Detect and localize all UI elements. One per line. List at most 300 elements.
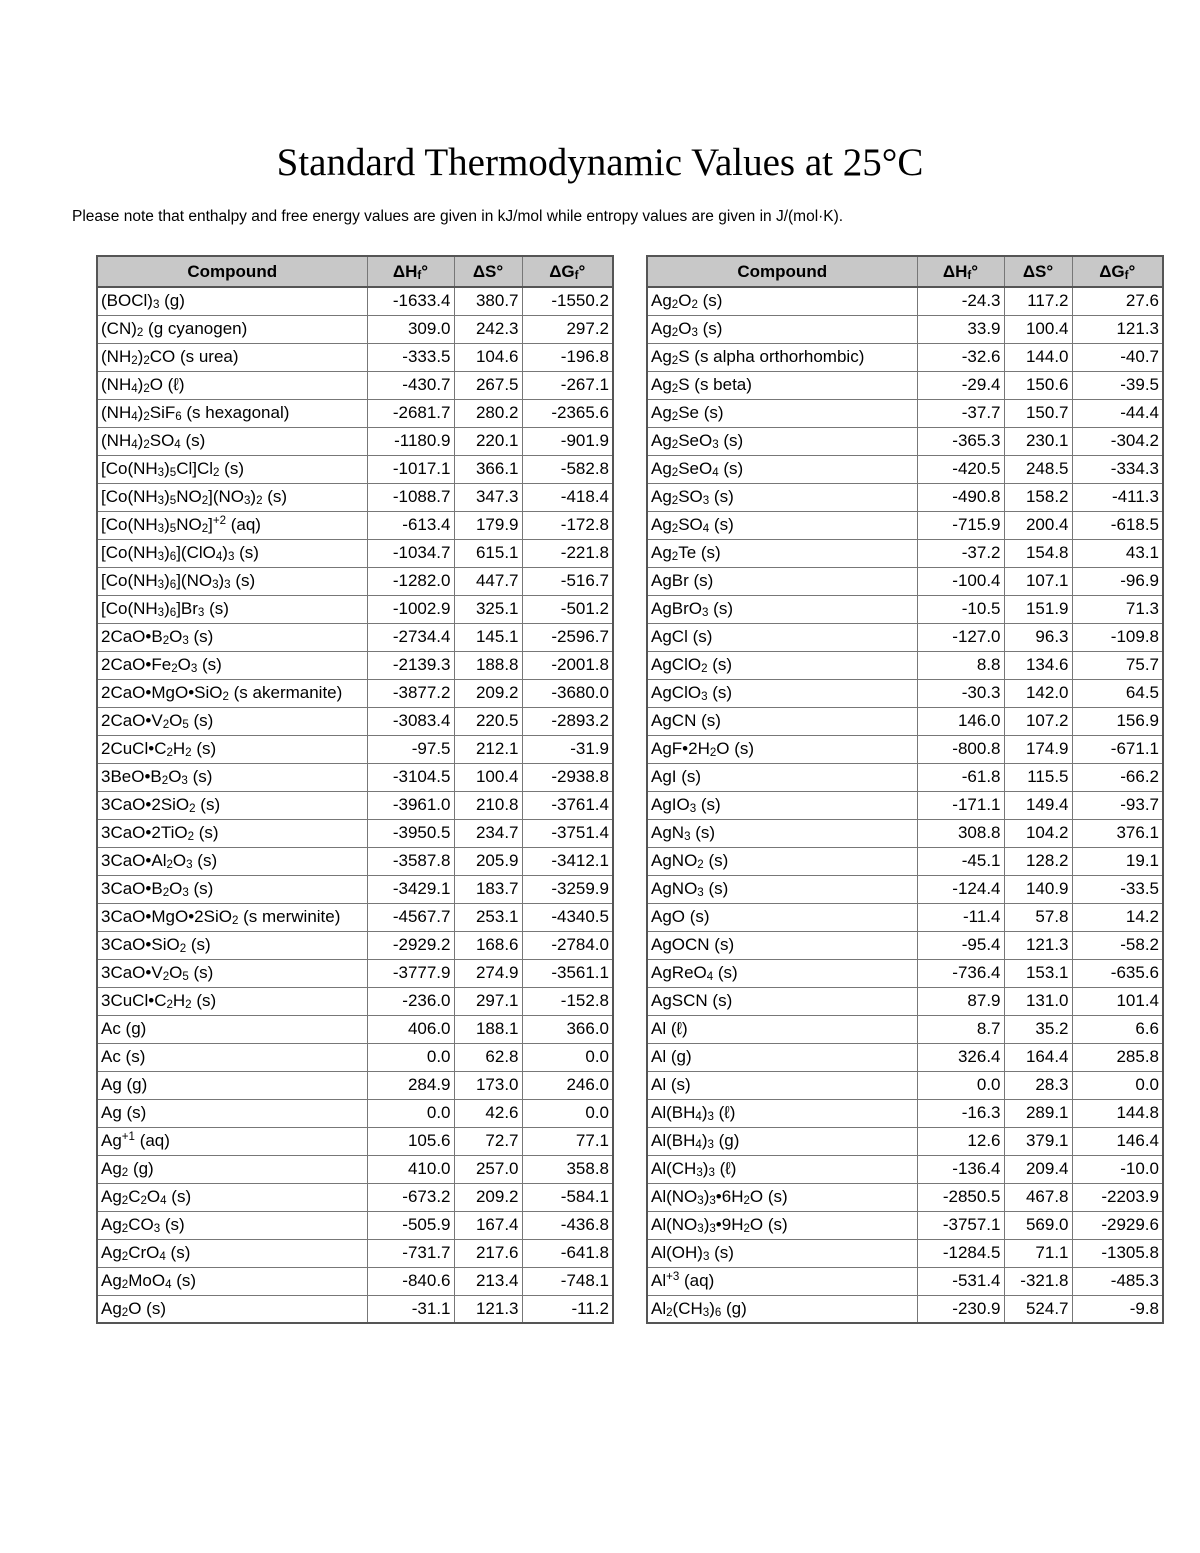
compound-cell: $Ag_2SO_4$ (s) (647, 511, 917, 539)
compound-cell: $Ag_2CrO_4$ (s) (97, 1239, 367, 1267)
entropy-cell: 212.1 (454, 735, 522, 763)
enthalpy-cell: -11.4 (917, 903, 1004, 931)
entropy-cell: 164.4 (1004, 1043, 1072, 1071)
compound-cell: $(NH_4)_2SiF_6$ (s hexagonal) (97, 399, 367, 427)
compound-cell: 3CaO•2SiO$_2$ (s) (97, 791, 367, 819)
enthalpy-cell: -800.8 (917, 735, 1004, 763)
free-energy-cell: 0.0 (522, 1099, 613, 1127)
table-row (647, 1015, 1163, 1043)
table-row (97, 371, 613, 399)
compound-cell: Ag (g) (97, 1071, 367, 1099)
header-compound: Compound (647, 256, 917, 287)
free-energy-cell: -436.8 (522, 1211, 613, 1239)
entropy-cell: 230.1 (1004, 427, 1072, 455)
enthalpy-cell: -365.3 (917, 427, 1004, 455)
enthalpy-cell: -531.4 (917, 1267, 1004, 1295)
enthalpy-cell: -16.3 (917, 1099, 1004, 1127)
free-energy-cell: 376.1 (1072, 819, 1163, 847)
entropy-cell: 104.6 (454, 343, 522, 371)
entropy-cell: 107.2 (1004, 707, 1072, 735)
compound-cell: AgI (s) (647, 763, 917, 791)
free-energy-cell: -93.7 (1072, 791, 1163, 819)
enthalpy-cell: -37.2 (917, 539, 1004, 567)
table-row (97, 847, 613, 875)
enthalpy-cell: -1633.4 (367, 287, 454, 315)
table-row (647, 1127, 1163, 1155)
compound-cell: AgSCN (s) (647, 987, 917, 1015)
compound-cell: Al (s) (647, 1071, 917, 1099)
free-energy-cell: 144.8 (1072, 1099, 1163, 1127)
table-row (97, 1015, 613, 1043)
compound-cell: AgReO$_4$ (s) (647, 959, 917, 987)
entropy-cell: 253.1 (454, 903, 522, 931)
entropy-cell: 104.2 (1004, 819, 1072, 847)
enthalpy-cell: -2734.4 (367, 623, 454, 651)
compound-cell: $[Co(NH_3)_5NO_2](NO_3)_2$ (s) (97, 483, 367, 511)
free-energy-cell: -31.9 (522, 735, 613, 763)
free-energy-cell: -3412.1 (522, 847, 613, 875)
enthalpy-cell: -127.0 (917, 623, 1004, 651)
entropy-cell: 188.1 (454, 1015, 522, 1043)
table-row (647, 399, 1163, 427)
enthalpy-cell: 33.9 (917, 315, 1004, 343)
free-energy-cell: -418.4 (522, 483, 613, 511)
table-row (647, 287, 1163, 315)
compound-cell: 3CaO•MgO•2SiO$_2$ (s merwinite) (97, 903, 367, 931)
free-energy-cell: -3761.4 (522, 791, 613, 819)
enthalpy-cell: 8.7 (917, 1015, 1004, 1043)
compound-cell: $[Co(NH_3)_5Cl]Cl_2$ (s) (97, 455, 367, 483)
compound-cell: $3CaO•B_2O_3$ (s) (97, 875, 367, 903)
table-row (97, 567, 613, 595)
table-row (647, 1155, 1163, 1183)
free-energy-cell: -152.8 (522, 987, 613, 1015)
entropy-cell: 248.5 (1004, 455, 1072, 483)
entropy-cell: 209.4 (1004, 1155, 1072, 1183)
table-row (97, 1295, 613, 1323)
entropy-cell: 569.0 (1004, 1211, 1072, 1239)
free-energy-cell: -334.3 (1072, 455, 1163, 483)
enthalpy-cell: -3083.4 (367, 707, 454, 735)
free-energy-cell: -411.3 (1072, 483, 1163, 511)
entropy-cell: 144.0 (1004, 343, 1072, 371)
enthalpy-cell: -505.9 (367, 1211, 454, 1239)
enthalpy-cell: -3757.1 (917, 1211, 1004, 1239)
table-row (647, 875, 1163, 903)
entropy-cell: 209.2 (454, 679, 522, 707)
compound-cell: $Ag^{+1}$ (aq) (97, 1127, 367, 1155)
free-energy-cell: 358.8 (522, 1155, 613, 1183)
free-energy-cell: -44.4 (1072, 399, 1163, 427)
entropy-cell: 100.4 (1004, 315, 1072, 343)
compound-cell: AgN$_3$ (s) (647, 819, 917, 847)
table-row (647, 483, 1163, 511)
enthalpy-cell: -3950.5 (367, 819, 454, 847)
enthalpy-cell: 12.6 (917, 1127, 1004, 1155)
entropy-cell: 179.9 (454, 511, 522, 539)
free-energy-cell: 121.3 (1072, 315, 1163, 343)
enthalpy-cell: -333.5 (367, 343, 454, 371)
entropy-cell: 267.5 (454, 371, 522, 399)
entropy-cell: 168.6 (454, 931, 522, 959)
enthalpy-cell: -2929.2 (367, 931, 454, 959)
table-row (647, 567, 1163, 595)
compound-cell: AgCN (s) (647, 707, 917, 735)
table-row (97, 1071, 613, 1099)
free-energy-cell: -635.6 (1072, 959, 1163, 987)
compound-cell: $[Co(NH_3)_6](ClO_4)_3$ (s) (97, 539, 367, 567)
entropy-cell: 188.8 (454, 651, 522, 679)
entropy-cell: 62.8 (454, 1043, 522, 1071)
table-row (647, 623, 1163, 651)
table-row (647, 987, 1163, 1015)
free-energy-cell: -96.9 (1072, 567, 1163, 595)
free-energy-cell: 0.0 (1072, 1071, 1163, 1099)
compound-cell: $Al(BH_4)_3$ (ℓ) (647, 1099, 917, 1127)
compound-cell: $Al^{+3}$ (aq) (647, 1267, 917, 1295)
entropy-cell: 210.8 (454, 791, 522, 819)
table-row (97, 511, 613, 539)
compound-cell: $Al(OH)_3$ (s) (647, 1239, 917, 1267)
free-energy-cell: -2929.6 (1072, 1211, 1163, 1239)
compound-cell: $(NH_2)_2CO$ (s urea) (97, 343, 367, 371)
table-row (647, 1239, 1163, 1267)
table-row (97, 1043, 613, 1071)
compound-cell: $Al(NO_3)_3•9H_2O$ (s) (647, 1211, 917, 1239)
free-energy-cell: -748.1 (522, 1267, 613, 1295)
table-row (647, 651, 1163, 679)
free-energy-cell: 75.7 (1072, 651, 1163, 679)
page-title: Standard Thermodynamic Values at 25°C (276, 141, 924, 184)
table-row (647, 679, 1163, 707)
enthalpy-cell: -136.4 (917, 1155, 1004, 1183)
compound-cell: $2CaO•Fe_2O_3$ (s) (97, 651, 367, 679)
entropy-cell: 220.1 (454, 427, 522, 455)
enthalpy-cell: 308.8 (917, 819, 1004, 847)
free-energy-cell: 27.6 (1072, 287, 1163, 315)
enthalpy-cell: -4567.7 (367, 903, 454, 931)
entropy-cell: 524.7 (1004, 1295, 1072, 1323)
free-energy-cell: -58.2 (1072, 931, 1163, 959)
compound-cell: AgClO$_2$ (s) (647, 651, 917, 679)
table-row (647, 315, 1163, 343)
free-energy-cell: 246.0 (522, 1071, 613, 1099)
enthalpy-cell: 410.0 (367, 1155, 454, 1183)
entropy-cell: 209.2 (454, 1183, 522, 1211)
entropy-cell: 200.4 (1004, 511, 1072, 539)
table-row (97, 679, 613, 707)
table-row (97, 343, 613, 371)
compound-cell: $Ag_2MoO_4$ (s) (97, 1267, 367, 1295)
free-energy-cell: -66.2 (1072, 763, 1163, 791)
entropy-cell: 128.2 (1004, 847, 1072, 875)
compound-cell: $Al(BH_4)_3$ (g) (647, 1127, 917, 1155)
free-energy-cell: -109.8 (1072, 623, 1163, 651)
compound-cell: $2CuCl•C_2H_2$ (s) (97, 735, 367, 763)
table-header-row (647, 256, 1163, 287)
table-row (97, 1099, 613, 1127)
free-energy-cell: 71.3 (1072, 595, 1163, 623)
free-energy-cell: -1305.8 (1072, 1239, 1163, 1267)
free-energy-cell: -3680.0 (522, 679, 613, 707)
entropy-cell: 151.9 (1004, 595, 1072, 623)
table-row (97, 1183, 613, 1211)
free-energy-cell: -584.1 (522, 1183, 613, 1211)
entropy-cell: 100.4 (454, 763, 522, 791)
enthalpy-cell: -3104.5 (367, 763, 454, 791)
free-energy-cell: -3259.9 (522, 875, 613, 903)
entropy-cell: 234.7 (454, 819, 522, 847)
entropy-cell: 71.1 (1004, 1239, 1072, 1267)
compound-cell: 2CaO•MgO•SiO$_2$ (s akermanite) (97, 679, 367, 707)
enthalpy-cell: -2850.5 (917, 1183, 1004, 1211)
enthalpy-cell: -24.3 (917, 287, 1004, 315)
compound-cell: $Ag_2SeO_3$ (s) (647, 427, 917, 455)
enthalpy-cell: 326.4 (917, 1043, 1004, 1071)
compound-cell: $3CaO•V_2O_5$ (s) (97, 959, 367, 987)
entropy-cell: 447.7 (454, 567, 522, 595)
free-energy-cell: -196.8 (522, 343, 613, 371)
free-energy-cell: -2938.8 (522, 763, 613, 791)
entropy-cell: 173.0 (454, 1071, 522, 1099)
free-energy-cell: -2365.6 (522, 399, 613, 427)
table-row (97, 1239, 613, 1267)
table-row (97, 959, 613, 987)
entropy-cell: 205.9 (454, 847, 522, 875)
compound-cell: $3CaO•Al_2O_3$ (s) (97, 847, 367, 875)
compound-cell: $Ag_2C_2O_4$ (s) (97, 1183, 367, 1211)
entropy-cell: 257.0 (454, 1155, 522, 1183)
entropy-cell: 140.9 (1004, 875, 1072, 903)
compound-cell: $AgF•2H_2O$ (s) (647, 735, 917, 763)
table-row (97, 623, 613, 651)
enthalpy-cell: -673.2 (367, 1183, 454, 1211)
thermo-table-left (96, 255, 614, 1324)
free-energy-cell: 77.1 (522, 1127, 613, 1155)
entropy-cell: 325.1 (454, 595, 522, 623)
compound-cell: $Al(NO_3)_3•6H_2O$ (s) (647, 1183, 917, 1211)
table-row (647, 1295, 1163, 1323)
entropy-cell: 117.2 (1004, 287, 1072, 315)
table-row (97, 875, 613, 903)
entropy-cell: 121.3 (1004, 931, 1072, 959)
entropy-cell: 115.5 (1004, 763, 1072, 791)
table-row (97, 315, 613, 343)
table-row (97, 651, 613, 679)
table-row (97, 455, 613, 483)
enthalpy-cell: -95.4 (917, 931, 1004, 959)
enthalpy-cell: -1017.1 (367, 455, 454, 483)
compound-cell: $(CN)_2$ (g cyanogen) (97, 315, 367, 343)
entropy-cell: 153.1 (1004, 959, 1072, 987)
compound-cell: $Ag_2CO_3$ (s) (97, 1211, 367, 1239)
table-row (97, 483, 613, 511)
free-energy-cell: -2784.0 (522, 931, 613, 959)
free-energy-cell: -2893.2 (522, 707, 613, 735)
compound-cell: $Ag_2Se$ (s) (647, 399, 917, 427)
table-row (97, 539, 613, 567)
compound-cell: $[Co(NH_3)_6]Br_3$ (s) (97, 595, 367, 623)
compound-cell: AgBr (s) (647, 567, 917, 595)
enthalpy-cell: -1284.5 (917, 1239, 1004, 1267)
enthalpy-cell: 146.0 (917, 707, 1004, 735)
compound-cell: AgO (s) (647, 903, 917, 931)
table-row (97, 427, 613, 455)
enthalpy-cell: -490.8 (917, 483, 1004, 511)
enthalpy-cell: -29.4 (917, 371, 1004, 399)
free-energy-cell: -33.5 (1072, 875, 1163, 903)
entropy-cell: 380.7 (454, 287, 522, 315)
entropy-cell: 35.2 (1004, 1015, 1072, 1043)
table-row (97, 791, 613, 819)
table-header-row (97, 256, 613, 287)
enthalpy-cell: -1002.9 (367, 595, 454, 623)
enthalpy-cell: -715.9 (917, 511, 1004, 539)
compound-cell: AgOCN (s) (647, 931, 917, 959)
header-compound: Compound (97, 256, 367, 287)
entropy-cell: 467.8 (1004, 1183, 1072, 1211)
table-row (647, 1099, 1163, 1127)
compound-cell: AgIO$_3$ (s) (647, 791, 917, 819)
enthalpy-cell: 0.0 (917, 1071, 1004, 1099)
entropy-cell: 142.0 (1004, 679, 1072, 707)
table-row (647, 1183, 1163, 1211)
table-row (647, 763, 1163, 791)
table-row (97, 735, 613, 763)
table-row (647, 371, 1163, 399)
table-row (647, 1071, 1163, 1099)
enthalpy-cell: -32.6 (917, 343, 1004, 371)
free-energy-cell: -1550.2 (522, 287, 613, 315)
free-energy-cell: -485.3 (1072, 1267, 1163, 1295)
enthalpy-cell: -1282.0 (367, 567, 454, 595)
table-row (647, 847, 1163, 875)
free-energy-cell: -582.8 (522, 455, 613, 483)
enthalpy-cell: -3429.1 (367, 875, 454, 903)
table-row (647, 595, 1163, 623)
enthalpy-cell: -840.6 (367, 1267, 454, 1295)
table-row (97, 1211, 613, 1239)
table-body-right (647, 287, 1163, 1323)
enthalpy-cell: -31.1 (367, 1295, 454, 1323)
free-energy-cell: -4340.5 (522, 903, 613, 931)
header-enthalpy: $\Delta H_f^\circ$ (367, 256, 454, 287)
compound-cell: AgBrO$_3$ (s) (647, 595, 917, 623)
compound-cell: $(NH_4)_2O$ (ℓ) (97, 371, 367, 399)
table-row (97, 931, 613, 959)
free-energy-cell: -10.0 (1072, 1155, 1163, 1183)
free-energy-cell: -501.2 (522, 595, 613, 623)
entropy-cell: 280.2 (454, 399, 522, 427)
compound-cell: $(NH_4)_2SO_4$ (s) (97, 427, 367, 455)
header-entropy: ΔS° (454, 256, 522, 287)
table-row (97, 1155, 613, 1183)
enthalpy-cell: -430.7 (367, 371, 454, 399)
compound-cell: $[Co(NH_3)_5NO_2]^{+2}$ (aq) (97, 511, 367, 539)
enthalpy-cell: -731.7 (367, 1239, 454, 1267)
compound-cell: Al (ℓ) (647, 1015, 917, 1043)
free-energy-cell: -901.9 (522, 427, 613, 455)
compound-cell: AgClO$_3$ (s) (647, 679, 917, 707)
enthalpy-cell: -1088.7 (367, 483, 454, 511)
free-energy-cell: -2203.9 (1072, 1183, 1163, 1211)
free-energy-cell: -11.2 (522, 1295, 613, 1323)
entropy-cell: 297.1 (454, 987, 522, 1015)
compound-cell: $Ag_2O_3$ (s) (647, 315, 917, 343)
enthalpy-cell: -736.4 (917, 959, 1004, 987)
entropy-cell: 274.9 (454, 959, 522, 987)
entropy-cell: 145.1 (454, 623, 522, 651)
enthalpy-cell: -124.4 (917, 875, 1004, 903)
entropy-cell: 217.6 (454, 1239, 522, 1267)
free-energy-cell: -221.8 (522, 539, 613, 567)
entropy-cell: 366.1 (454, 455, 522, 483)
compound-cell: AgNO$_2$ (s) (647, 847, 917, 875)
table-row (97, 987, 613, 1015)
entropy-cell: 42.6 (454, 1099, 522, 1127)
enthalpy-cell: -37.7 (917, 399, 1004, 427)
table-row (647, 707, 1163, 735)
compound-cell: $Ag_2S$ (s alpha orthorhombic) (647, 343, 917, 371)
enthalpy-cell: -1034.7 (367, 539, 454, 567)
entropy-cell: 379.1 (1004, 1127, 1072, 1155)
enthalpy-cell: -1180.9 (367, 427, 454, 455)
table-row (647, 791, 1163, 819)
table-row (97, 1267, 613, 1295)
free-energy-cell: -2001.8 (522, 651, 613, 679)
table-row (647, 819, 1163, 847)
entropy-cell: 72.7 (454, 1127, 522, 1155)
free-energy-cell: -641.8 (522, 1239, 613, 1267)
enthalpy-cell: -97.5 (367, 735, 454, 763)
entropy-cell: 134.6 (1004, 651, 1072, 679)
entropy-cell: 131.0 (1004, 987, 1072, 1015)
header-free-energy: $\Delta G_f^\circ$ (522, 256, 613, 287)
free-energy-cell: -3751.4 (522, 819, 613, 847)
enthalpy-cell: -230.9 (917, 1295, 1004, 1323)
free-energy-cell: 0.0 (522, 1043, 613, 1071)
compound-cell: $Ag_2S$ (s beta) (647, 371, 917, 399)
free-energy-cell: 101.4 (1072, 987, 1163, 1015)
free-energy-cell: -267.1 (522, 371, 613, 399)
table-row (647, 511, 1163, 539)
compound-cell: $3CuCl•C_2H_2$ (s) (97, 987, 367, 1015)
table-row (97, 707, 613, 735)
free-energy-cell: -516.7 (522, 567, 613, 595)
compound-cell: $Ag_2SeO_4$ (s) (647, 455, 917, 483)
table-row (647, 1267, 1163, 1295)
enthalpy-cell: 284.9 (367, 1071, 454, 1099)
table-row (647, 903, 1163, 931)
compound-cell: $Ag_2O$ (s) (97, 1295, 367, 1323)
free-energy-cell: 64.5 (1072, 679, 1163, 707)
table-row (647, 959, 1163, 987)
table-row (647, 735, 1163, 763)
enthalpy-cell: -420.5 (917, 455, 1004, 483)
enthalpy-cell: -10.5 (917, 595, 1004, 623)
enthalpy-cell: -171.1 (917, 791, 1004, 819)
compound-cell: $Al_2(CH_3)_6$ (g) (647, 1295, 917, 1323)
entropy-cell: 213.4 (454, 1267, 522, 1295)
free-energy-cell: 6.6 (1072, 1015, 1163, 1043)
enthalpy-cell: -236.0 (367, 987, 454, 1015)
free-energy-cell: -9.8 (1072, 1295, 1163, 1323)
free-energy-cell: 297.2 (522, 315, 613, 343)
entropy-cell: 220.5 (454, 707, 522, 735)
compound-cell: Al (g) (647, 1043, 917, 1071)
enthalpy-cell: 406.0 (367, 1015, 454, 1043)
free-energy-cell: 43.1 (1072, 539, 1163, 567)
